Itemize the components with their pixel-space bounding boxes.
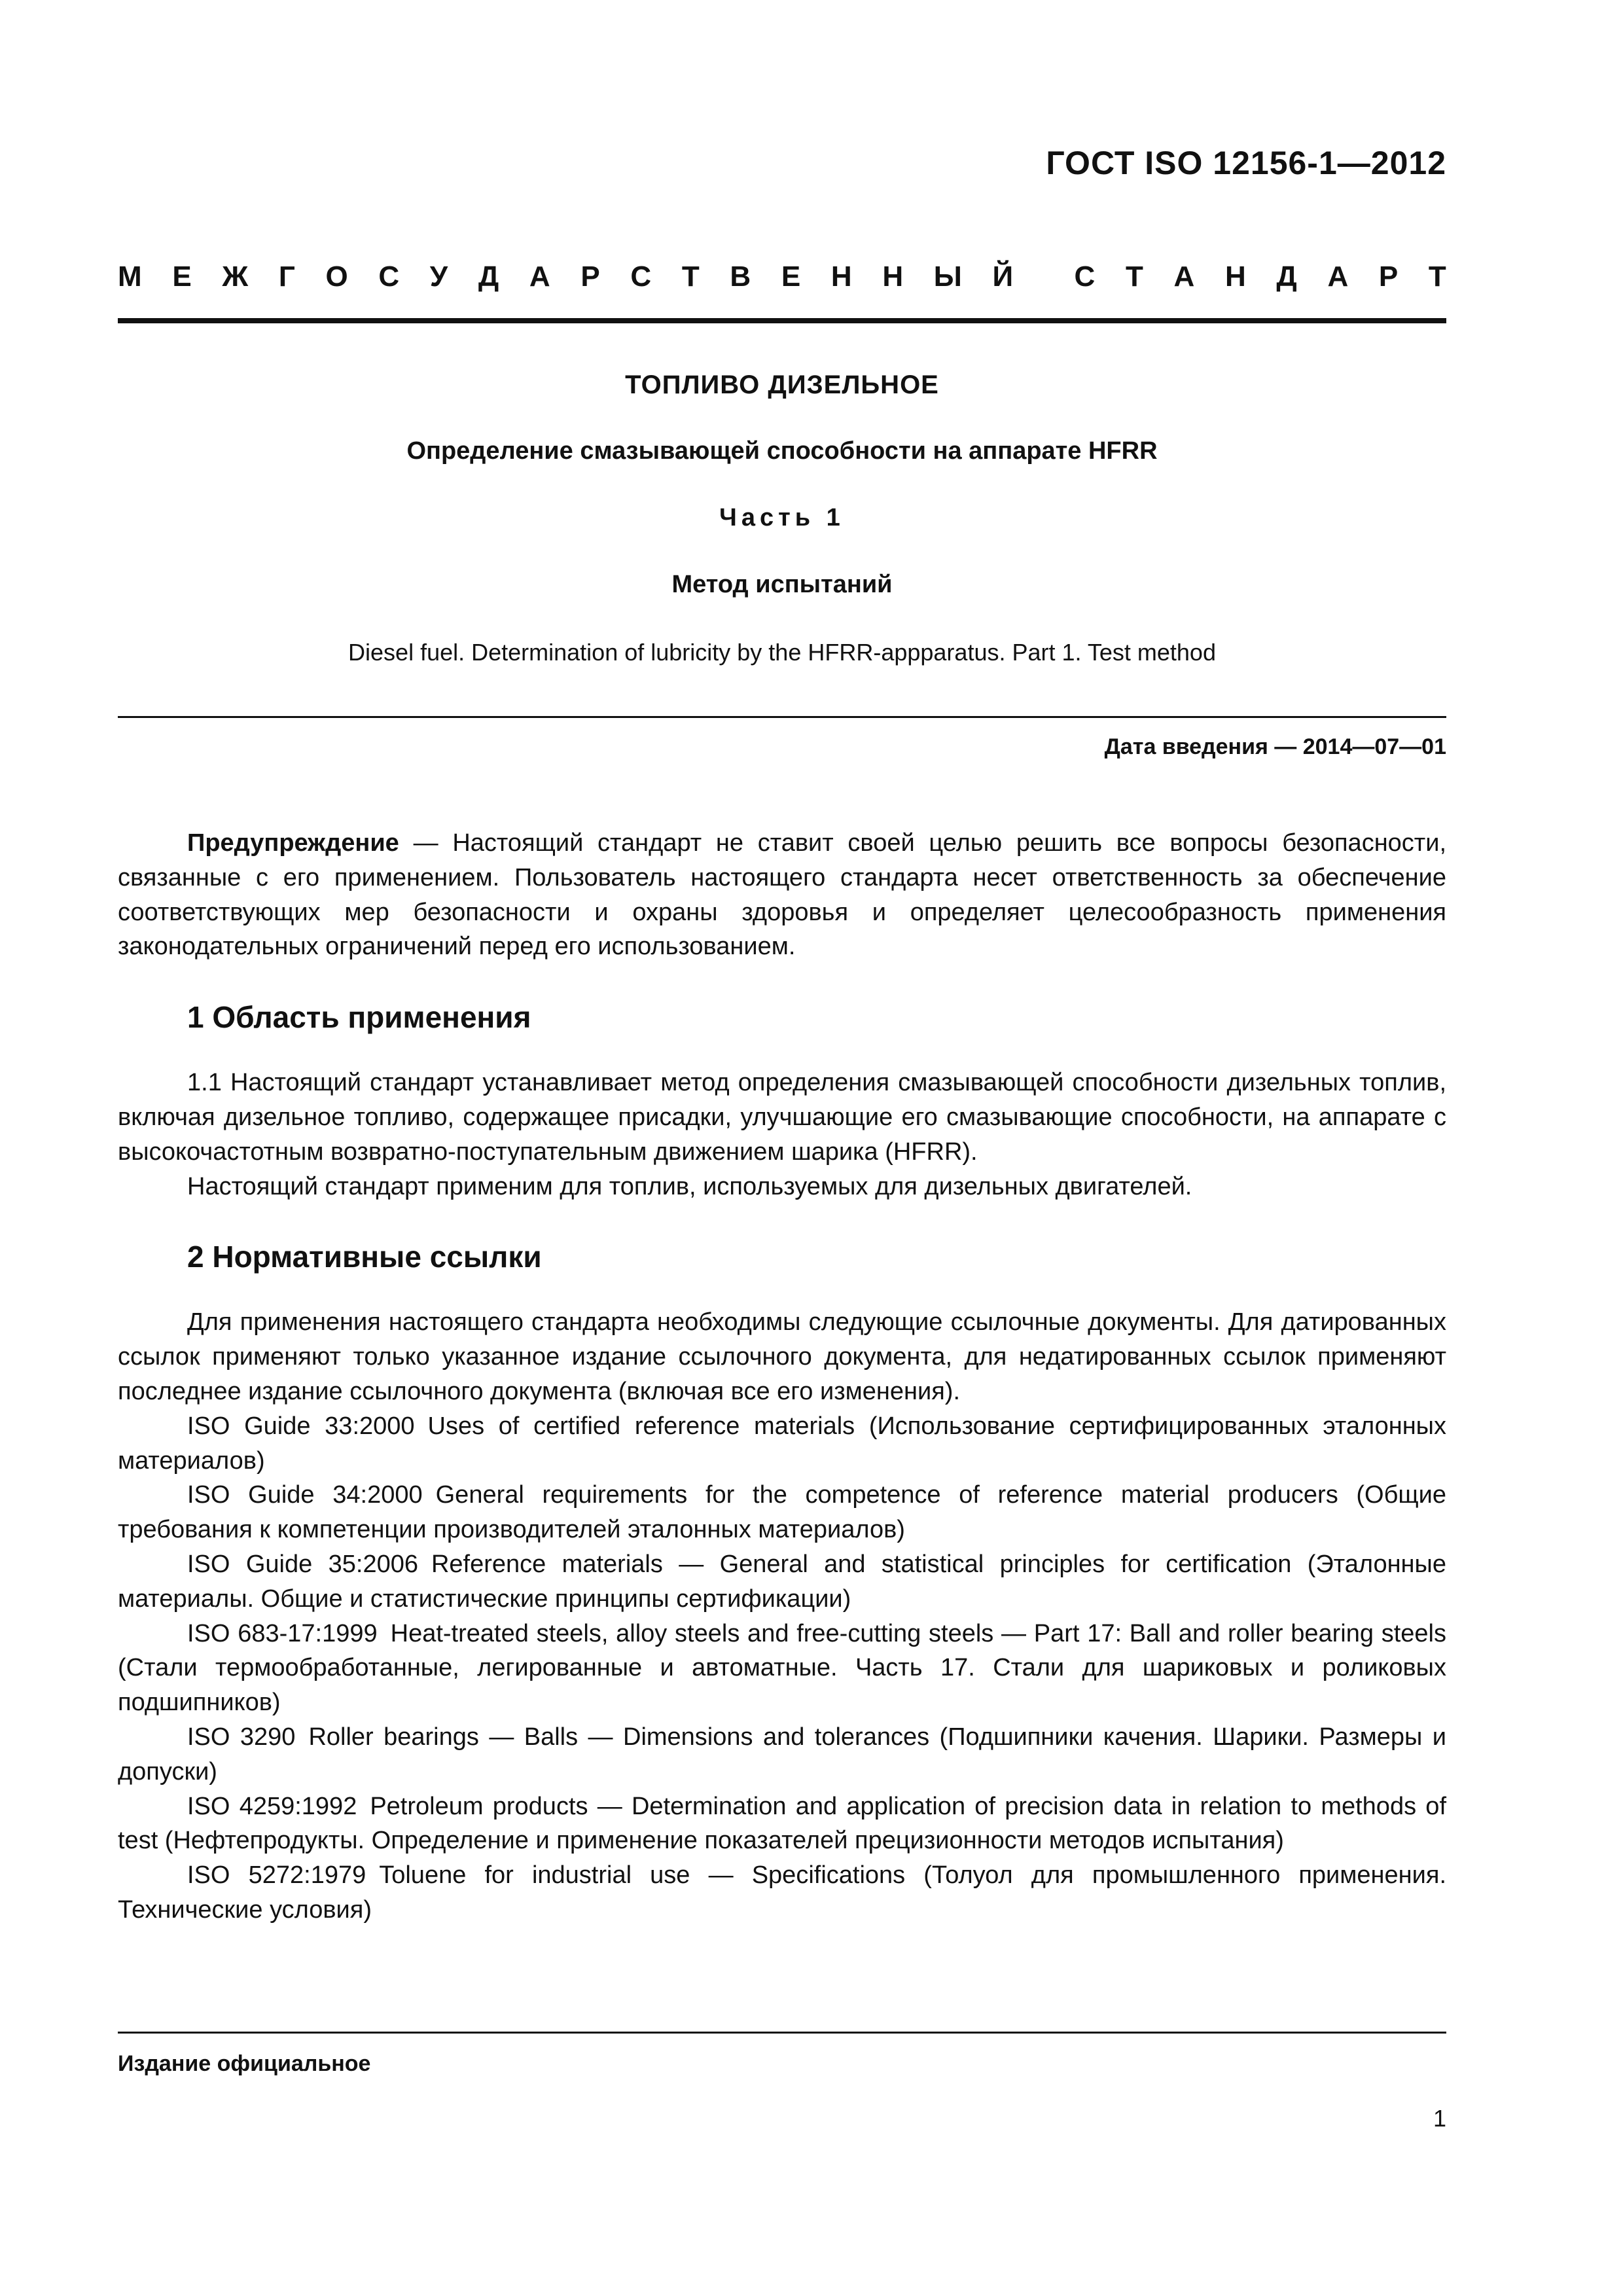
title-divider <box>118 716 1446 718</box>
reference-item <box>118 1547 1446 1617</box>
section-heading-scope: 1 Область применения <box>187 1000 531 1035</box>
warning-paragraph <box>118 826 1446 964</box>
banner-letter: С <box>1074 260 1096 293</box>
banner-letter: Ы <box>933 260 962 293</box>
banner-letter: А <box>1173 260 1195 293</box>
header-divider <box>118 318 1446 323</box>
banner-letter: Т <box>1428 260 1446 293</box>
document-subtitle: Определение смазывающей способности на аппарате HFRR <box>406 437 1158 465</box>
banner-letter: Д <box>1276 260 1297 293</box>
banner-letter: Т <box>1125 260 1143 293</box>
interstate-standard-banner <box>118 260 1446 293</box>
banner-letter: Г <box>278 260 295 293</box>
reference-code: ISO 683-17:1999 <box>187 1619 378 1647</box>
banner-letter: Й <box>992 260 1014 293</box>
banner-letter: Т <box>681 260 700 293</box>
english-title: Diesel fuel. Determination of lubricity by the HFRR-appparatus. Part 1. Test method <box>348 639 1216 666</box>
banner-letter: Р <box>580 260 600 293</box>
document-title: ТОПЛИВО ДИЗЕЛЬНОЕ <box>625 370 939 399</box>
banner-letter: Р <box>1378 260 1399 293</box>
banner-letter: Ж <box>222 260 249 293</box>
reference-text: Heat-treated steels, alloy steels and free-cutting steels — Part 17: Ball and roller bearing steels (Стали термообработанные, легированные и автоматные. Часть 17. Стали для шариковых и роликовых подшипников) <box>118 1619 1446 1717</box>
reference-text: Petroleum products — Determination and application of precision data in relation to methods of test (Нефтепродукты. Определение и применение показателей прецизионности методов испытания) <box>118 1792 1446 1855</box>
banner-letter: Н <box>830 260 852 293</box>
banner-letter: Е <box>781 260 801 293</box>
reference-item <box>118 1789 1446 1859</box>
reference-text: General requirements for the competence of reference material producers (Общие требования к компетенции производителей эталонных материалов) <box>118 1481 1446 1544</box>
reference-item <box>118 1617 1446 1720</box>
introduction-date: Дата введения — 2014—07—01 <box>1104 734 1446 759</box>
reference-code: ISO Guide 34:2000 <box>187 1481 423 1509</box>
scope-paragraph: 1.1 Настоящий стандарт устанавливает метод определения смазывающей способности дизельных топлив, включая дизельное топливо, содержащее присадки, улучшающие его смазывающие способности, на аппарате с высокочастотным возвратно-поступательным движением шарика (HFRR). <box>118 1069 1446 1166</box>
reference-text: Roller bearings — Balls — Dimensions and tolerances (Подшипники качения. Шарики. Размеры и допуски) <box>118 1723 1446 1785</box>
document-part: Часть 1 <box>719 504 845 531</box>
banner-letter: С <box>630 260 652 293</box>
reference-code: ISO 5272:1979 <box>187 1861 366 1890</box>
reference-text: Reference materials — General and statistical principles for certification (Эталонные материалы. Общие и статистические принципы сертификации) <box>118 1550 1446 1613</box>
reference-code: ISO Guide 35:2006 <box>187 1550 418 1578</box>
banner-letter: Н <box>1224 260 1246 293</box>
banner-letter: Н <box>882 260 904 293</box>
reference-item <box>118 1858 1446 1928</box>
document-method: Метод испытаний <box>671 571 893 598</box>
reference-code: ISO 4259:1992 <box>187 1792 357 1820</box>
document-page <box>118 0 1446 2296</box>
reference-item <box>118 1478 1446 1547</box>
references-intro: Для применения настоящего стандарта необходимы следующие ссылочные документы. Для датированных ссылок применяют только указанное издание ссылочного документа, для недатированных ссылок применяют последнее издание ссылочного документа (включая все его изменения). <box>118 1308 1446 1405</box>
reference-code: ISO 3290 <box>187 1723 296 1751</box>
banner-letter: У <box>429 260 448 293</box>
banner-letter: С <box>378 260 400 293</box>
banner-letter: М <box>118 260 142 293</box>
reference-code: ISO Guide 33:2000 <box>187 1412 415 1440</box>
warning-text: — Настоящий стандарт не ставит своей целью решить все вопросы безопасности, связанные с его применением. Пользователь настоящего стандарта несет ответственность за обеспечение соответствующих мер безопасности и охраны здоровья и определяет целесообразность применения законодательных ограничений перед его использованием. <box>118 829 1446 961</box>
banner-letter: В <box>730 260 751 293</box>
standard-designation: ГОСТ ISO 12156-1—2012 <box>1046 145 1446 181</box>
banner-letter: Е <box>172 260 192 293</box>
footer-divider <box>118 2032 1446 2034</box>
banner-letter: Д <box>478 260 499 293</box>
page-number: 1 <box>1433 2105 1446 2132</box>
reference-text: Uses of certified reference materials (Использование сертифицированных эталонных материалов) <box>118 1412 1446 1475</box>
banner-letter: О <box>325 260 348 293</box>
reference-item <box>118 1409 1446 1479</box>
scope-paragraph: Настоящий стандарт применим для топлив, используемых для дизельных двигателей. <box>187 1172 1192 1200</box>
banner-letter: А <box>1327 260 1349 293</box>
banner-letter: А <box>529 260 550 293</box>
section-heading-references: 2 Нормативные ссылки <box>187 1240 542 1274</box>
reference-item <box>118 1720 1446 1789</box>
official-edition-label: Издание официальное <box>118 2051 371 2076</box>
warning-label: Предупреждение <box>187 829 399 857</box>
document-body <box>118 826 1446 1928</box>
reference-text: Toluene for industrial use — Specifications (Толуол для промышленного применения. Технические условия) <box>118 1861 1446 1924</box>
